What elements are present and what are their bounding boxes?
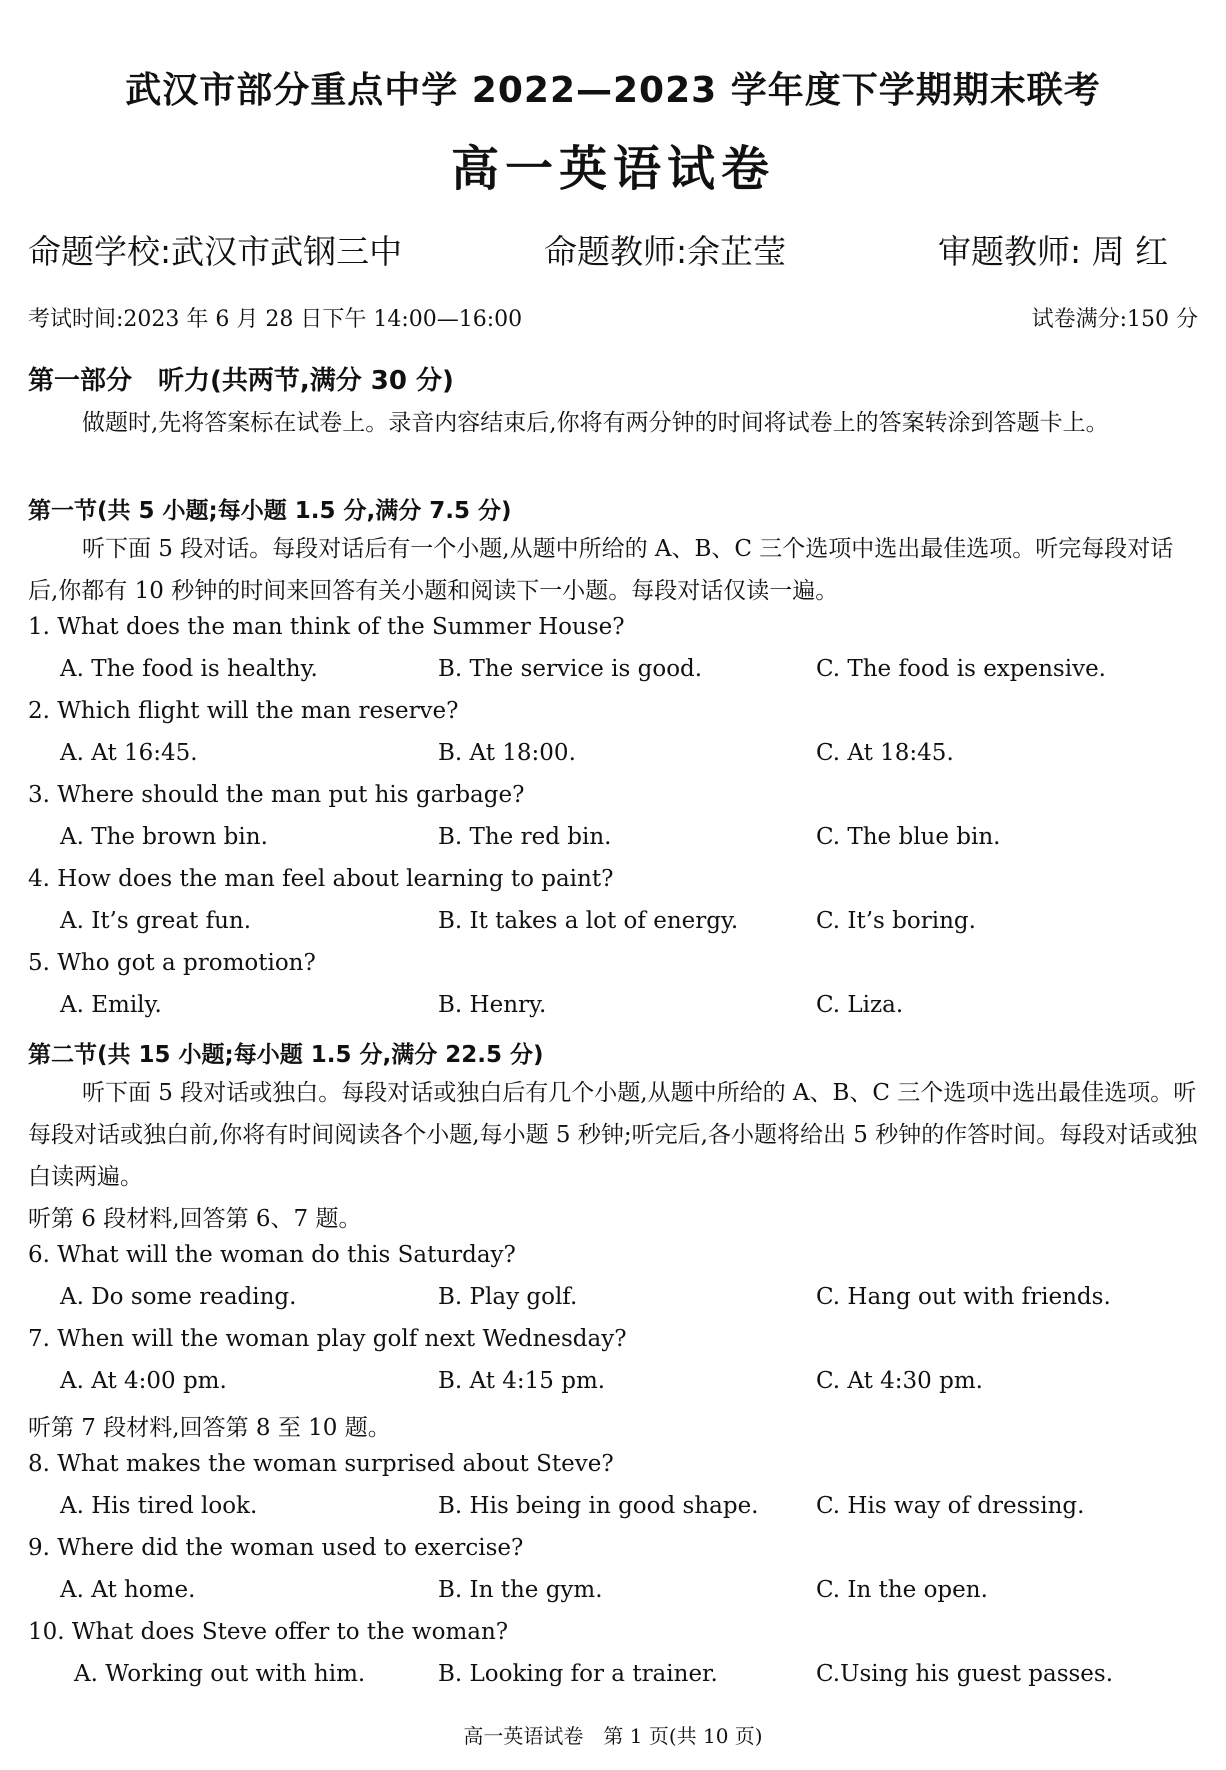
page-footer: 高一英语试卷 第 1 页(共 10 页)	[463, 1724, 763, 1748]
exam-title: 武汉市部分重点中学 2022—2023 学年度下学期期末联考	[125, 70, 1101, 111]
option-a: A. The food is healthy.	[60, 656, 318, 682]
option-c: C.Using his guest passes.	[816, 1661, 1114, 1687]
option-b: B. At 4:15 pm.	[438, 1368, 606, 1394]
option-b: B. At 18:00.	[438, 740, 576, 766]
material-6-note: 听第 6 段材料,回答第 6、7 题。	[28, 1206, 362, 1232]
option-a: A. Emily.	[60, 992, 162, 1018]
option-c: C. The blue bin.	[816, 824, 1001, 850]
option-c: C. The food is expensive.	[816, 656, 1106, 682]
question-text: 1. What does the man think of the Summer House?	[28, 614, 625, 640]
option-b: B. Henry.	[438, 992, 547, 1018]
full-score: 试卷满分:150 分	[1031, 307, 1198, 332]
question-text: 9. Where did the woman used to exercise?	[28, 1535, 524, 1561]
option-a: A. Do some reading.	[60, 1284, 297, 1310]
part-one-intro-text: 做题时,先将答案标在试卷上。录音内容结束后,你将有两分钟的时间将试卷上的答案转涂到答题卡上。	[82, 410, 1109, 436]
setting-school: 命题学校:武汉市武钢三中	[28, 232, 403, 271]
option-a: A. At 4:00 pm.	[60, 1368, 227, 1394]
question-text: 6. What will the woman do this Saturday?	[28, 1242, 516, 1268]
section-two-instructions	[28, 1072, 1198, 1198]
question-text: 5. Who got a promotion?	[28, 950, 316, 976]
option-b: B. In the gym.	[438, 1577, 603, 1603]
option-c: C. At 4:30 pm.	[816, 1368, 983, 1394]
option-c: C. At 18:45.	[816, 740, 954, 766]
option-b: B. Play golf.	[438, 1284, 578, 1310]
option-a: A. Working out with him.	[74, 1661, 366, 1687]
reviewing-teacher: 审题教师: 周 红	[938, 232, 1169, 271]
section-one-title: 第一节(共 5 小题;每小题 1.5 分,满分 7.5 分)	[28, 498, 512, 524]
part-one-title: 第一部分 听力(共两节,满分 30 分)	[28, 366, 454, 396]
question-text: 7. When will the woman play golf next Wednesday?	[28, 1326, 627, 1352]
section-two-title: 第二节(共 15 小题;每小题 1.5 分,满分 22.5 分)	[28, 1042, 544, 1068]
material-7-note: 听第 7 段材料,回答第 8 至 10 题。	[28, 1415, 391, 1441]
section-two-instructions-text: 听下面 5 段对话或独白。每段对话或独白后有几个小题,从题中所给的 A、B、C 三个选项中选出最佳选项。听每段对话或独白前,你将有时间阅读各个小题,每小题 5 秒钟;听完后,各小题将给出 5 秒钟的作答时间。每段对话或独白读两遍。	[28, 1080, 1198, 1190]
exam-time: 考试时间:2023 年 6 月 28 日下午 14:00—16:00	[28, 307, 523, 332]
section-one-instructions	[28, 528, 1198, 612]
question-text: 8. What makes the woman surprised about Steve?	[28, 1451, 614, 1477]
question-text: 3. Where should the man put his garbage?	[28, 782, 525, 808]
option-a: A. His tired look.	[60, 1493, 258, 1519]
option-a: A. The brown bin.	[60, 824, 268, 850]
option-c: C. Hang out with friends.	[816, 1284, 1111, 1310]
question-text: 10. What does Steve offer to the woman?	[28, 1619, 509, 1645]
option-a: A. It’s great fun.	[60, 908, 252, 934]
option-c: C. His way of dressing.	[816, 1493, 1085, 1519]
option-c: C. Liza.	[816, 992, 904, 1018]
option-a: A. At 16:45.	[60, 740, 198, 766]
part-one-intro	[28, 402, 1198, 444]
exam-subtitle: 高一英语试卷	[450, 141, 775, 197]
section-one-instructions-text: 听下面 5 段对话。每段对话后有一个小题,从题中所给的 A、B、C 三个选项中选出最佳选项。听完每段对话后,你都有 10 秒钟的时间来回答有关小题和阅读下一小题。每段对话仅读一遍。	[28, 536, 1174, 604]
option-b: B. It takes a lot of energy.	[438, 908, 739, 934]
option-b: B. His being in good shape.	[438, 1493, 759, 1519]
option-c: C. In the open.	[816, 1577, 988, 1603]
setting-teacher: 命题教师:余芷莹	[544, 232, 787, 271]
question-text: 4. How does the man feel about learning to paint?	[28, 866, 614, 892]
option-a: A. At home.	[60, 1577, 196, 1603]
option-c: C. It’s boring.	[816, 908, 976, 934]
option-b: B. The red bin.	[438, 824, 612, 850]
option-b: B. The service is good.	[438, 656, 703, 682]
question-text: 2. Which flight will the man reserve?	[28, 698, 459, 724]
option-b: B. Looking for a trainer.	[438, 1661, 718, 1687]
